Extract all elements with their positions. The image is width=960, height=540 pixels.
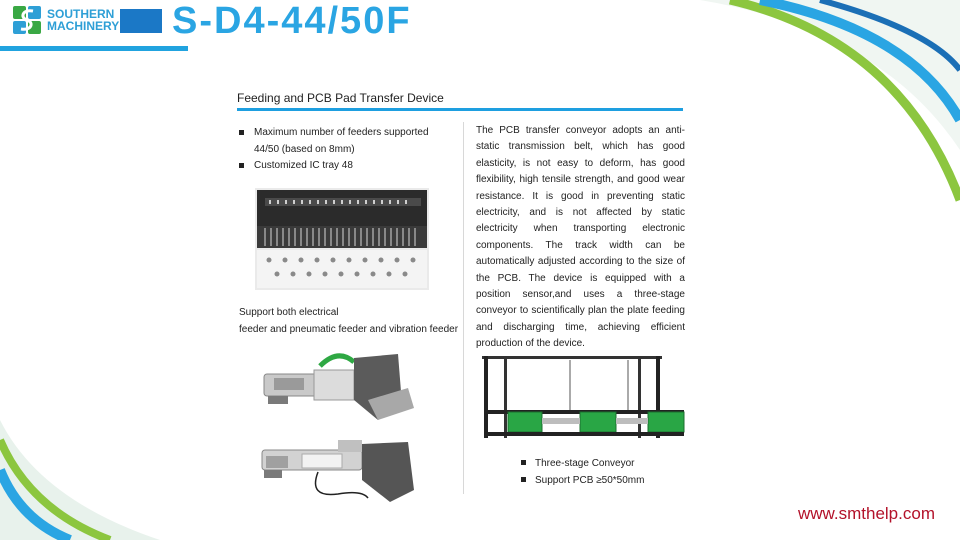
- list-item: Customized IC tray 48: [239, 158, 454, 175]
- logo-blue-block: [120, 9, 162, 33]
- support-line1: Support both electrical: [239, 307, 339, 318]
- section-title-rule: [237, 108, 683, 111]
- model-title: S-D4-44/50F: [172, 0, 412, 42]
- list-item: Support PCB ≥50*50mm: [521, 472, 644, 489]
- logo-line1: SOUTHERN: [47, 7, 115, 21]
- list-item: Maximum number of feeders supported 44/50 (based on 8mm): [239, 125, 454, 158]
- header-rule: [0, 46, 188, 51]
- logo-line2: MACHINERY: [47, 19, 120, 33]
- section-title: Feeding and PCB Pad Transfer Device: [237, 91, 444, 105]
- three-stage-conveyor-photo: [478, 352, 688, 442]
- electric-feeder-photo: [258, 432, 420, 504]
- company-logo: [12, 5, 119, 35]
- logo-text: [47, 8, 119, 32]
- feeder-support-text: [239, 305, 469, 338]
- conveyor-spec-list: [521, 455, 644, 489]
- list-item: Three-stage Conveyor: [521, 455, 644, 472]
- pneumatic-feeder-photo: [258, 348, 418, 424]
- conveyor-description: The PCB transfer conveyor adopts an anti-static transmission belt, which has good elasticity, is not easy to deform, has good flexibility, high tensile strength, and good wear resistance. It is good in preventing static electricity, and is not affected by static electricity when transporting electronic components. The track width can be automatically adjusted according to the size of the PCB. The device is equipped with a position sensor,and uses a three-stage conveyor to scientifically plan the plate feeding and discharging time, achieving efficient production of the device.: [476, 125, 685, 350]
- column-divider: [463, 122, 464, 494]
- support-line2: feeder and pneumatic feeder and vibration feeder: [239, 323, 459, 335]
- website-link[interactable]: www.smthelp.com: [798, 504, 935, 523]
- feeder-bank-photo: [255, 188, 429, 290]
- logo-mark-icon: [12, 5, 42, 35]
- feeder-spec-list: [239, 125, 454, 175]
